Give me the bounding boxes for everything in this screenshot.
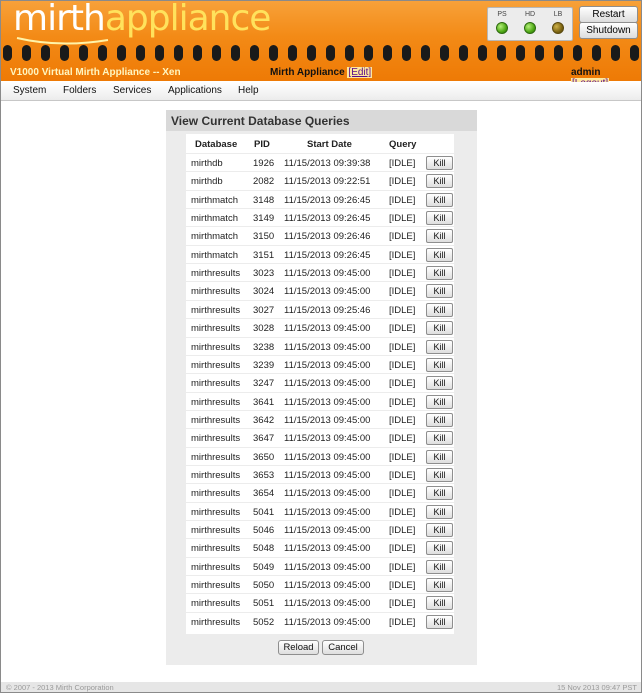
pid-cell: 3148 [253, 194, 275, 206]
query-cell: [IDLE] [389, 525, 416, 536]
query-cell: [IDLE] [389, 194, 416, 206]
pid-cell: 5048 [253, 543, 275, 555]
database-cell: mirthresults [191, 304, 241, 316]
pid-cell: 1926 [253, 158, 275, 169]
table-row [186, 612, 454, 631]
status-led-panel [487, 7, 573, 41]
kill-button[interactable]: Kill [426, 193, 453, 207]
username: admin [571, 67, 601, 78]
reload-button[interactable]: Reload [278, 640, 319, 655]
query-cell: [IDLE] [389, 598, 416, 610]
pid-cell: 3642 [253, 414, 275, 426]
kill-button[interactable]: Kill [426, 229, 453, 243]
table-row [186, 410, 454, 429]
pid-cell: 3647 [253, 433, 275, 445]
header [1, 1, 641, 81]
start-date-cell: 11/15/2013 09:45:00 [284, 451, 371, 463]
query-cell: [IDLE] [389, 506, 416, 518]
database-cell: mirthmatch [191, 231, 238, 243]
database-cell: mirthresults [191, 268, 241, 280]
kill-button[interactable]: Kill [426, 174, 453, 188]
start-date-cell: 11/15/2013 09:45:00 [284, 268, 371, 280]
database-cell: mirthresults [191, 359, 241, 371]
menu-applications[interactable]: Applications [168, 85, 222, 96]
start-date-cell: 11/15/2013 09:25:46 [284, 304, 371, 316]
ps-led: PS [488, 11, 516, 39]
kill-button[interactable]: Kill [426, 560, 453, 574]
table-row [186, 318, 454, 337]
database-cell: mirthdb [191, 176, 223, 188]
hd-led: HD [516, 11, 544, 39]
kill-button[interactable]: Kill [426, 468, 453, 482]
query-cell: [IDLE] [389, 268, 416, 280]
perforation-hole [497, 45, 506, 61]
perforation-hole [60, 45, 69, 61]
kill-button[interactable]: Kill [426, 413, 453, 427]
cancel-button[interactable]: Cancel [322, 640, 364, 655]
query-cell: [IDLE] [389, 396, 416, 408]
start-date-cell: 11/15/2013 09:45:00 [284, 341, 371, 353]
kill-button[interactable]: Kill [426, 376, 453, 390]
query-cell: [IDLE] [389, 158, 416, 169]
table-row [186, 502, 454, 521]
database-cell: mirthresults [191, 286, 241, 298]
perforation-hole [193, 45, 202, 61]
query-cell: [IDLE] [389, 304, 416, 316]
pid-cell: 5051 [253, 598, 275, 610]
perforation-hole [459, 45, 468, 61]
start-date-cell: 11/15/2013 09:26:45 [284, 213, 371, 225]
perforation-hole [535, 45, 544, 61]
table-row [186, 171, 454, 190]
database-cell: mirthresults [191, 433, 241, 445]
query-cell: [IDLE] [389, 378, 416, 390]
query-cell: [IDLE] [389, 323, 416, 335]
database-cell: mirthresults [191, 488, 241, 500]
query-cell: [IDLE] [389, 286, 416, 298]
start-date-cell: 11/15/2013 09:45:00 [284, 506, 371, 518]
edit-link[interactable]: [Edit] [348, 67, 372, 78]
kill-button[interactable]: Kill [426, 248, 453, 262]
database-cell: mirthresults [191, 414, 241, 426]
query-cell: [IDLE] [389, 249, 416, 261]
pid-cell: 3247 [253, 378, 275, 390]
database-cell: mirthresults [191, 341, 241, 353]
perforation-hole [402, 45, 411, 61]
table-row [186, 281, 454, 300]
database-cell: mirthdb [191, 158, 223, 169]
database-cell: mirthresults [191, 543, 241, 555]
query-cell: [IDLE] [389, 451, 416, 463]
menu-folders[interactable]: Folders [63, 85, 97, 96]
kill-button[interactable]: Kill [426, 211, 453, 225]
pid-cell: 3149 [253, 213, 275, 225]
perforation-hole [326, 45, 335, 61]
ps-led-icon [496, 22, 508, 34]
query-cell: [IDLE] [389, 341, 416, 353]
start-date-cell: 11/15/2013 09:45:00 [284, 598, 371, 610]
perforation-hole [136, 45, 145, 61]
kill-button[interactable]: Kill [426, 450, 453, 464]
pid-cell: 3654 [253, 488, 275, 500]
copyright-text: © 2007 - 2013 Mirth Corporation [6, 683, 114, 692]
table-row [186, 575, 454, 594]
menu-services[interactable]: Services [113, 85, 152, 96]
start-date-cell: 11/15/2013 09:45:00 [284, 378, 371, 390]
pid-cell: 3150 [253, 231, 275, 243]
table-row [186, 245, 454, 264]
perforation-hole [41, 45, 50, 61]
kill-button[interactable]: Kill [426, 340, 453, 354]
kill-button[interactable]: Kill [426, 358, 453, 372]
table-row [186, 520, 454, 539]
start-date-cell: 11/15/2013 09:45:00 [284, 543, 371, 555]
table-row [186, 337, 454, 356]
query-cell: [IDLE] [389, 433, 416, 445]
table-row [186, 593, 454, 612]
start-date-cell: 11/15/2013 09:45:00 [284, 561, 371, 573]
table-row [186, 465, 454, 484]
table-row [186, 300, 454, 319]
pid-cell: 5052 [253, 616, 275, 628]
start-date-cell: 11/15/2013 09:45:00 [284, 488, 371, 500]
kill-button[interactable]: Kill [426, 431, 453, 445]
database-cell: mirthresults [191, 378, 241, 390]
kill-button[interactable]: Kill [426, 486, 453, 500]
table-row [186, 557, 454, 576]
perforation-hole [288, 45, 297, 61]
pid-cell: 5049 [253, 561, 275, 573]
perforation-hole [592, 45, 601, 61]
database-cell: mirthresults [191, 396, 241, 408]
col-header-pid: PID [254, 139, 270, 150]
hd-led-icon [524, 22, 536, 34]
perforation-hole [98, 45, 107, 61]
table-row [186, 538, 454, 557]
perforation-hole [22, 45, 31, 61]
kill-button[interactable]: Kill [426, 596, 453, 610]
appliance-title: V1000 Virtual Mirth Appliance -- Xen [10, 67, 181, 78]
col-header-database: Database [195, 139, 238, 150]
perforation-hole [611, 45, 620, 61]
pid-cell: 5041 [253, 506, 275, 518]
query-cell: [IDLE] [389, 414, 416, 426]
pid-cell: 3024 [253, 286, 275, 298]
start-date-cell: 11/15/2013 09:22:51 [284, 176, 371, 188]
kill-button[interactable]: Kill [426, 578, 453, 592]
database-cell: mirthresults [191, 323, 241, 335]
perforation-hole [516, 45, 525, 61]
query-cell: [IDLE] [389, 580, 416, 592]
decorative-perforation [3, 45, 639, 63]
perforation-hole [554, 45, 563, 61]
start-date-cell: 11/15/2013 09:45:00 [284, 323, 371, 335]
pid-cell: 3238 [253, 341, 275, 353]
pid-cell: 5046 [253, 525, 275, 536]
database-cell: mirthresults [191, 525, 241, 536]
menu-bar [1, 82, 641, 101]
panel-title: View Current Database Queries [171, 114, 350, 128]
mirth-appliance-logo: mirthappliance [13, 0, 271, 39]
start-date-cell: 11/15/2013 09:45:00 [284, 580, 371, 592]
query-cell: [IDLE] [389, 543, 416, 555]
perforation-hole [3, 45, 12, 61]
lb-led: LB [544, 11, 572, 39]
start-date-cell: 11/15/2013 09:45:00 [284, 433, 371, 445]
start-date-cell: 11/15/2013 09:45:00 [284, 359, 371, 371]
pid-cell: 3653 [253, 469, 275, 481]
shutdown-button[interactable]: Shutdown [579, 22, 638, 39]
header-info-bar [1, 65, 641, 81]
pid-cell: 3239 [253, 359, 275, 371]
start-date-cell: 11/15/2013 09:26:46 [284, 231, 371, 243]
kill-button[interactable]: Kill [426, 266, 453, 280]
perforation-hole [364, 45, 373, 61]
table-row [186, 428, 454, 447]
start-date-cell: 11/15/2013 09:45:00 [284, 525, 371, 536]
footer-timestamp: 15 Nov 2013 09:47 PST [556, 683, 637, 692]
restart-button[interactable]: Restart [579, 6, 638, 23]
database-cell: mirthresults [191, 561, 241, 573]
perforation-hole [421, 45, 430, 61]
table-row [186, 483, 454, 502]
query-cell: [IDLE] [389, 176, 416, 188]
table-row [186, 190, 454, 209]
table-row [186, 355, 454, 374]
query-cell: [IDLE] [389, 359, 416, 371]
table-row [186, 447, 454, 466]
kill-button[interactable]: Kill [426, 321, 453, 335]
table-row [186, 392, 454, 411]
start-date-cell: 11/15/2013 09:45:00 [284, 396, 371, 408]
start-date-cell: 11/15/2013 09:26:45 [284, 249, 371, 261]
pid-cell: 5050 [253, 580, 275, 592]
kill-button[interactable]: Kill [426, 156, 453, 170]
perforation-hole [212, 45, 221, 61]
query-cell: [IDLE] [389, 469, 416, 481]
start-date-cell: 11/15/2013 09:45:00 [284, 286, 371, 298]
col-header-query: Query [389, 139, 417, 150]
panel-header [166, 110, 477, 131]
table-row [186, 153, 454, 172]
query-cell: [IDLE] [389, 488, 416, 500]
perforation-hole [383, 45, 392, 61]
perforation-hole [345, 45, 354, 61]
pid-cell: 3151 [253, 249, 275, 261]
table-row [186, 226, 454, 245]
pid-cell: 3641 [253, 396, 275, 408]
pid-cell: 3650 [253, 451, 275, 463]
footer [1, 682, 641, 692]
kill-button[interactable]: Kill [426, 523, 453, 537]
table-row [186, 263, 454, 282]
database-cell: mirthresults [191, 616, 241, 628]
perforation-hole [307, 45, 316, 61]
menu-system[interactable]: System [13, 85, 47, 96]
start-date-cell: 11/15/2013 09:45:00 [284, 469, 371, 481]
database-queries-panel [166, 110, 477, 665]
perforation-hole [174, 45, 183, 61]
kill-button[interactable]: Kill [426, 505, 453, 519]
perforation-hole [155, 45, 164, 61]
database-cell: mirthresults [191, 598, 241, 610]
table-row [186, 373, 454, 392]
col-header-start-date: Start Date [307, 139, 352, 150]
kill-button[interactable]: Kill [426, 541, 453, 555]
database-cell: mirthmatch [191, 213, 238, 225]
perforation-hole [269, 45, 278, 61]
queries-table [186, 134, 454, 634]
appliance-name: Mirth Appliance [Edit] [270, 67, 372, 78]
database-cell: mirthresults [191, 580, 241, 592]
kill-button[interactable]: Kill [426, 395, 453, 409]
kill-button[interactable]: Kill [426, 615, 453, 629]
perforation-hole [79, 45, 88, 61]
start-date-cell: 11/15/2013 09:45:00 [284, 616, 371, 628]
start-date-cell: 11/15/2013 09:45:00 [284, 414, 371, 426]
perforation-hole [440, 45, 449, 61]
perforation-hole [630, 45, 639, 61]
table-row [186, 208, 454, 227]
perforation-hole [231, 45, 240, 61]
menu-help[interactable]: Help [238, 85, 259, 96]
lb-led-icon [552, 22, 564, 34]
database-cell: mirthresults [191, 506, 241, 518]
database-cell: mirthresults [191, 469, 241, 481]
pid-cell: 3027 [253, 304, 275, 316]
start-date-cell: 11/15/2013 09:39:38 [284, 158, 371, 169]
perforation-hole [478, 45, 487, 61]
pid-cell: 3028 [253, 323, 275, 335]
perforation-hole [250, 45, 259, 61]
kill-button[interactable]: Kill [426, 284, 453, 298]
database-cell: mirthmatch [191, 249, 238, 261]
perforation-hole [573, 45, 582, 61]
query-cell: [IDLE] [389, 561, 416, 573]
start-date-cell: 11/15/2013 09:26:45 [284, 194, 371, 206]
perforation-hole [117, 45, 126, 61]
database-cell: mirthmatch [191, 194, 238, 206]
query-cell: [IDLE] [389, 616, 416, 628]
query-cell: [IDLE] [389, 231, 416, 243]
query-cell: [IDLE] [389, 213, 416, 225]
pid-cell: 2082 [253, 176, 275, 188]
database-cell: mirthresults [191, 451, 241, 463]
kill-button[interactable]: Kill [426, 303, 453, 317]
pid-cell: 3023 [253, 268, 275, 280]
